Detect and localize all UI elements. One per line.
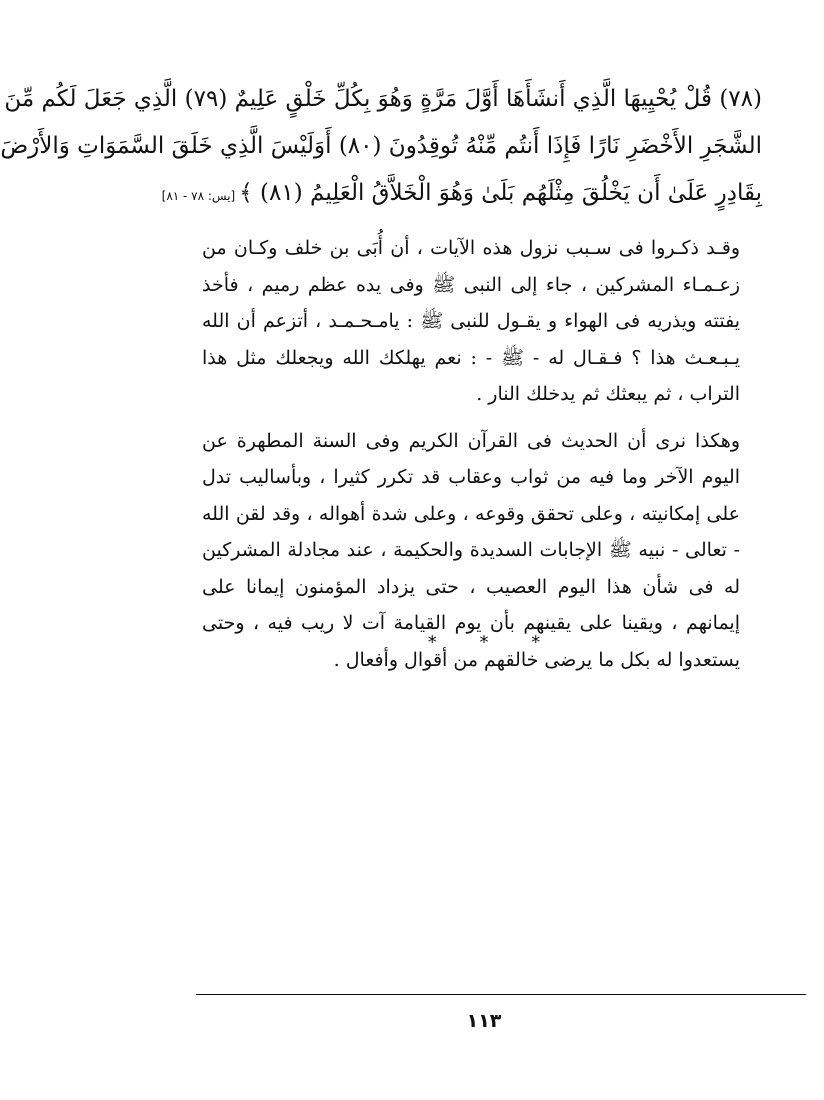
paragraph-conclusion: وهكذا نرى أن الحديث فى القرآن الكريم وفى السنة المطهرة عن اليوم الآخر وما فيه من ثواب وعقاب قد تكرر كثيرا ، وبأساليب تدل على إمكانيته ، وعلى تحقق وقوعه ، وعلى شدة أهواله ، وقد لقن الله - تعالى - نبيه ﷺ الإجابات السديدة والحكيمة ، عند مجادلة المشركين له فى شأن هذا اليوم العصيب ، حتى يزداد المؤمنون إيمانا على إيمانهم ، ويقينا على يقينهم بأن يوم القيامة آت لا ريب فيه ، وحتى يستعدوا له بكل ما يرضى خالقهم من أقوال وأفعال . <box>202 429 740 671</box>
quran-line-1: (٧٨) قُلْ يُحْيِيهَا الَّذِي أَنشَأَهَا أَوَّلَ مَرَّةٍ وَهُوَ بِكُلِّ خَلْقٍ عَلِيمٌ (٧٩) الَّذِي جَعَلَ لَكُم مِّنَ <box>4 86 762 112</box>
separator-star: * <box>427 632 437 653</box>
section-separator <box>144 632 824 653</box>
quran-line-3-text: بِقَادِرٍ عَلَىٰ أَن يَخْلُقَ مِثْلَهُم بَلَىٰ وَهُوَ الْخَلاَّقُ الْعَلِيمُ (٨١) ﴾ <box>239 180 762 206</box>
separator-star: * <box>479 632 489 653</box>
quran-verses <box>0 76 762 220</box>
paragraph-hadith: وقـد ذكـروا فى سـبب نزول هذه الآيات ، أن أُبَى بن خلف وكـان من زعـمـاء المشركين ، جاء إلى النبى ﷺ وفى يده عظم رميم ، فأخذ يفتته ويذريه فى الهواء و يقـول للنبى ﷺ : يامـحـمـد ، أتزعم أن الله يـبـعـث هذا ؟ فـقـال له - ﷺ - : نعم يهلكك الله ويجعلك مثل هذا التراب ، ثم يبعثك ثم يدخلك النار . <box>202 237 740 405</box>
quran-line-2: الشَّجَرِ الأَخْضَرِ نَارًا فَإِذَا أَنتُم مِّنْهُ تُوقِدُونَ (٨٠) أَوَلَيْسَ الَّذِي خَلَقَ السَّمَوَاتِ وَالأَرْضَ <box>0 133 762 159</box>
page-number: ١١٣ <box>466 1010 502 1032</box>
page-content <box>0 76 762 678</box>
footer-divider <box>196 994 806 995</box>
separator-star: * <box>531 632 541 653</box>
quran-line-3 <box>161 170 762 220</box>
quran-reference: [يس: ٧٨ - ٨١] <box>161 189 236 203</box>
